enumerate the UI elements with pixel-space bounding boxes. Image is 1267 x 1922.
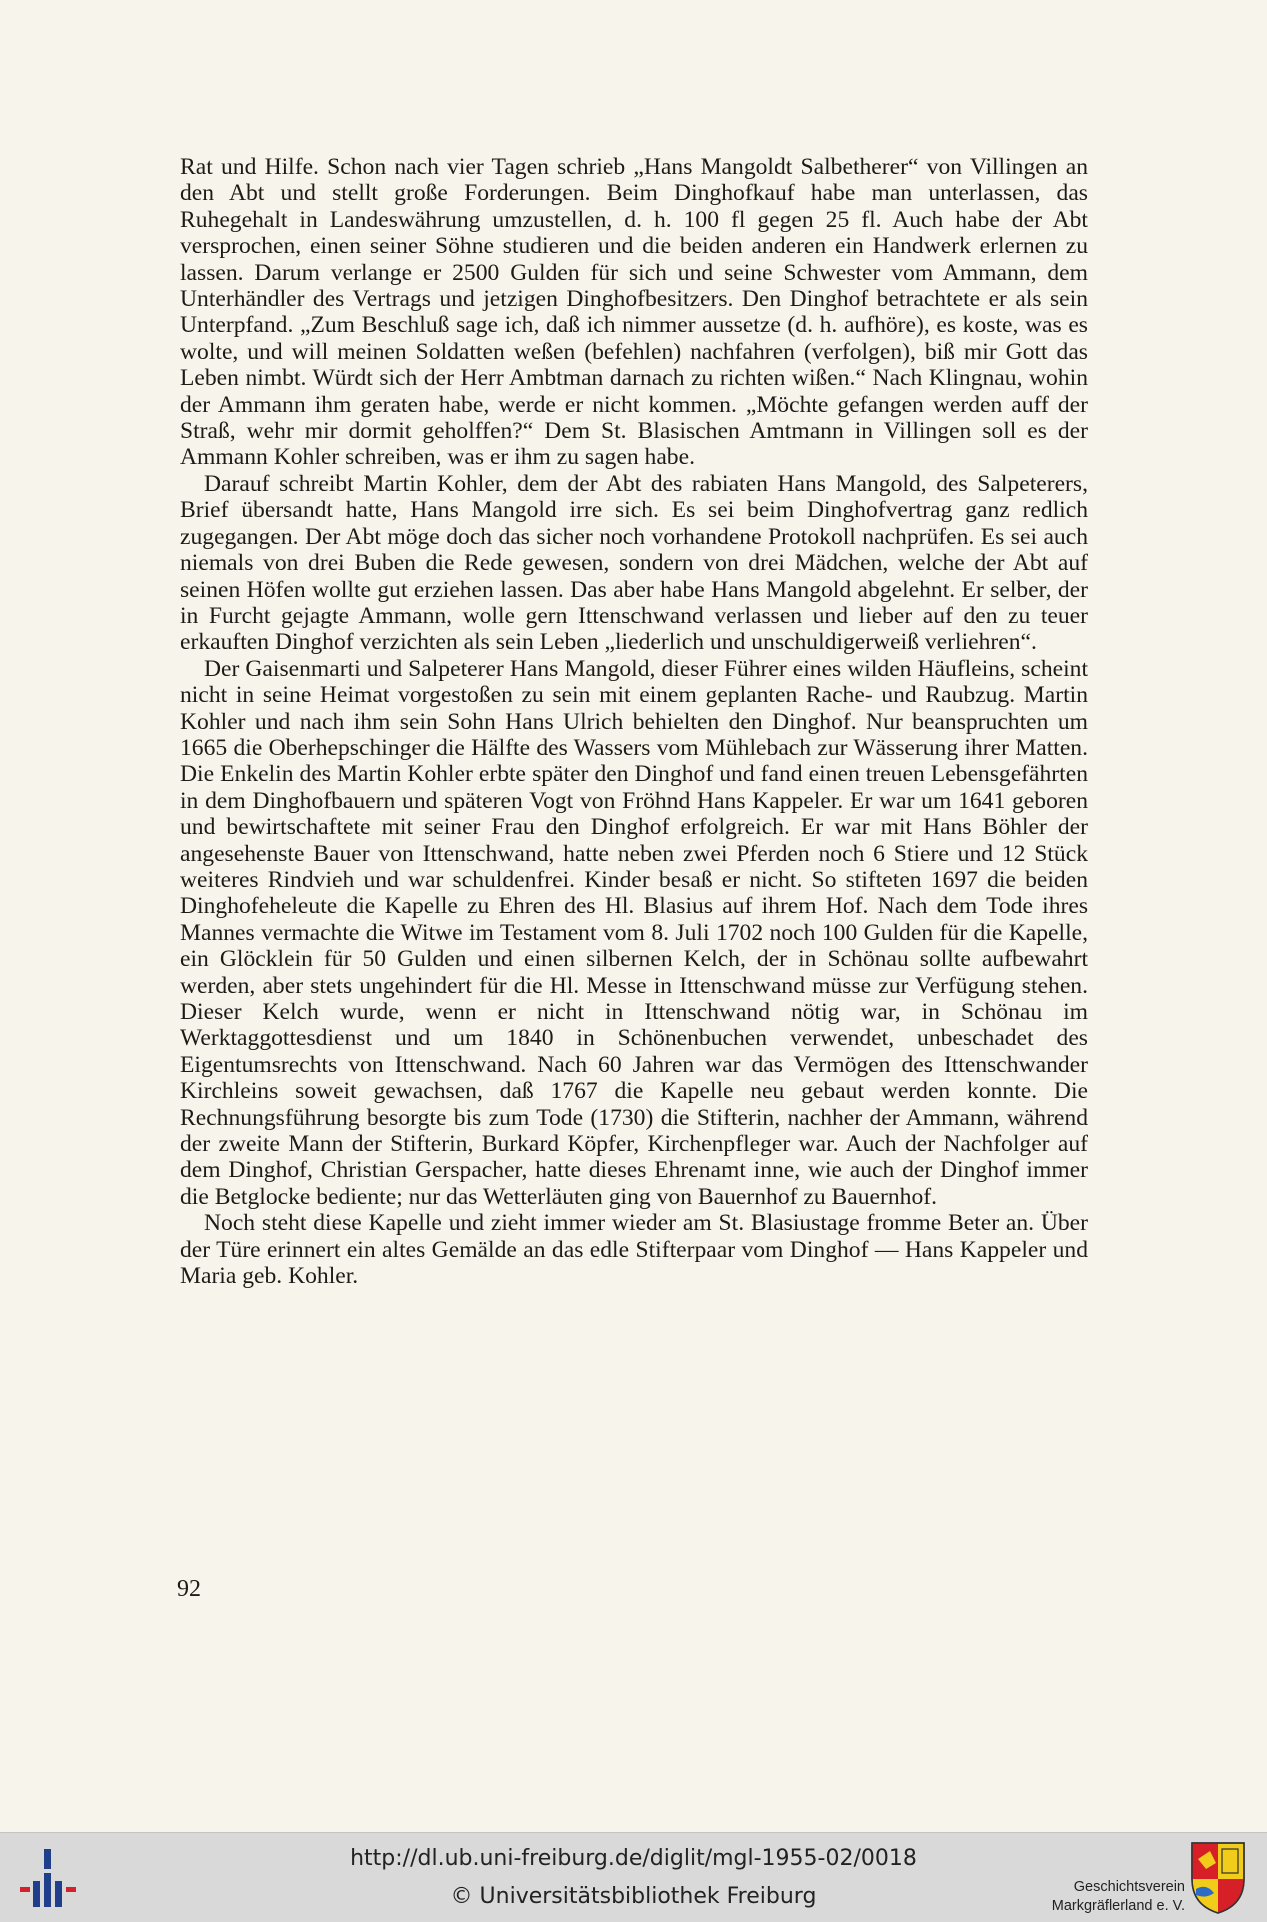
page-number: 92: [177, 1576, 201, 1602]
page-body: [180, 154, 1088, 1289]
footer-bar: [0, 1832, 1267, 1922]
society-name: [1013, 1878, 1185, 1916]
footer-copyright: © Universitätsbibliothek Freiburg: [450, 1884, 817, 1909]
paragraph-2: Darauf schreibt Martin Kohler, dem der Abt des rabiaten Hans Mangold, des Salpeterers, Brief übersandt hatte, Hans Mangold irre sich. Es sei beim Dinghofvertrag ganz redlich zugegangen. Der Abt möge doch das sicher noch vorhandene Protokoll nachprüfen. Es sei auch niemals von drei Buben die Rede gewesen, sondern von drei Mädchen, welche der Abt auf seinen Höfen wollte gut erziehen lassen. Das aber habe Hans Mangold abgelehnt. Er selber, der in Furcht gejagte Ammann, wolle gern Ittenschwand verlassen und lieber auf den zu teuer erkauften Dinghof verzichten als sein Leben „liederlich und unschuldigerweiß verliehren“.: [180, 470, 1088, 656]
society-line-1: Geschichtsverein: [1073, 1879, 1185, 1895]
paragraph-1: Rat und Hilfe. Schon nach vier Tagen schrieb „Hans Mangoldt Salbetherer“ von Villingen an den Abt und stellt große Forderungen. Beim Dinghofkauf habe man unterlassen, das Ruhegehalt in Landeswährung umzustellen, d. h. 100 fl gegen 25 fl. Auch habe der Abt versprochen, einen seiner Söhne studieren und die beiden anderen ein Handwerk erlernen zu lassen. Darum verlange er 2500 Gulden für sich und seine Schwester vom Ammann, dem Unterhändler des Vertrags und jetzigen Dinghofbesitzers. Den Dinghof betrachtete er als sein Unterpfand. „Zum Beschluß sage ich, daß ich nimmer aussetze (d. h. aufhöre), es koste, was es wolte, und will meinen Soldatten weßen (befehlen) nachfahren (verfolgen), biß mir Gott das Leben nimbt. Würdt sich der Herr Ambtman darnach zu richten wißen.“ Nach Klingnau, wohin der Ammann ihm geraten habe, werde er nicht kommen. „Möchte gefangen werden auff der Straß, wehr mir dormit geholffen?“ Dem St. Blasischen Amtmann in Villingen soll es der Ammann Kohler schreiben, was er ihm zu sagen habe.: [180, 154, 1088, 471]
paragraph-4: Noch steht diese Kapelle und zieht immer wieder am St. Blasiustage fromme Beter an. Über der Türe erinnert ein altes Gemälde an das edle Stifterpaar vom Dinghof — Hans Kappeler und Maria geb. Kohler.: [180, 1210, 1088, 1290]
crest-icon: [1188, 1839, 1248, 1915]
society-line-2: Markgräflerland e. V.: [1051, 1898, 1185, 1914]
paragraph-3: Der Gaisenmarti und Salpeterer Hans Mangold, dieser Führer eines wilden Häufleins, scheint nicht in seine Heimat vorgestoßen zu sein mit einem geplanten Rache- und Raubzug. Martin Kohler und nach ihm sein Sohn Hans Ulrich behielten den Dinghof. Nur beanspruchten um 1665 die Oberhepschinger die Hälfte des Wassers vom Mühlebach zur Wässerung ihrer Matten. Die Enkelin des Martin Kohler erbte später den Dinghof und fand einen treuen Lebensgefährten in dem Dinghofbauern und späteren Vogt von Fröhnd Hans Kappeler. Er war um 1641 geboren und bewirtschaftete mit seiner Frau den Dinghof erfolgreich. Er war mit Hans Böhler der angesehenste Bauer von Ittenschwand, hatte neben zwei Pferden noch 6 Stiere und 12 Stück weiteres Rindvieh und war schuldenfrei. Kinder besaß er nicht. So stifteten 1697 die beiden Dinghofeheleute die Kapelle zu Ehren des Hl. Blasius auf ihrem Hof. Nach dem Tode ihres Mannes vermachte die Witwe im Testament vom 8. Juli 1702 noch 100 Gulden für die Kapelle, ein Glöcklein für 50 Gulden und einen silbernen Kelch, der in Schönau sollte aufbewahrt werden, aber stets ungehindert für die Hl. Messe in Ittenschwand müsse zur Verfügung stehen. Dieser Kelch wurde, wenn er nicht in Ittenschwand nötig war, in Schönau im Werktaggottesdienst und um 1840 in Schönenbuchen verwendet, unbeschadet des Eigentumsrechts von Ittenschwand. Nach 60 Jahren war das Vermögen des Ittenschwander Kirchleins soweit gewachsen, daß 1767 die Kapelle neu gebaut werden konnte. Die Rechnungsführung besorgte bis zum Tode (1730) die Stifterin, nachher der Ammann, während der zweite Mann der Stifterin, Burkard Köpfer, Kirchenpfleger war. Auch der Nachfolger auf dem Dinghof, Christian Gerspacher, hatte dieses Ehrenamt inne, wie auch der Dinghof immer die Betglocke bediente; nur das Wetterläuten ging von Bauernhof zu Bauernhof.: [180, 655, 1088, 1210]
footer-url-link[interactable]: http://dl.ub.uni-freiburg.de/diglit/mgl-1955-02/0018: [350, 1846, 917, 1871]
